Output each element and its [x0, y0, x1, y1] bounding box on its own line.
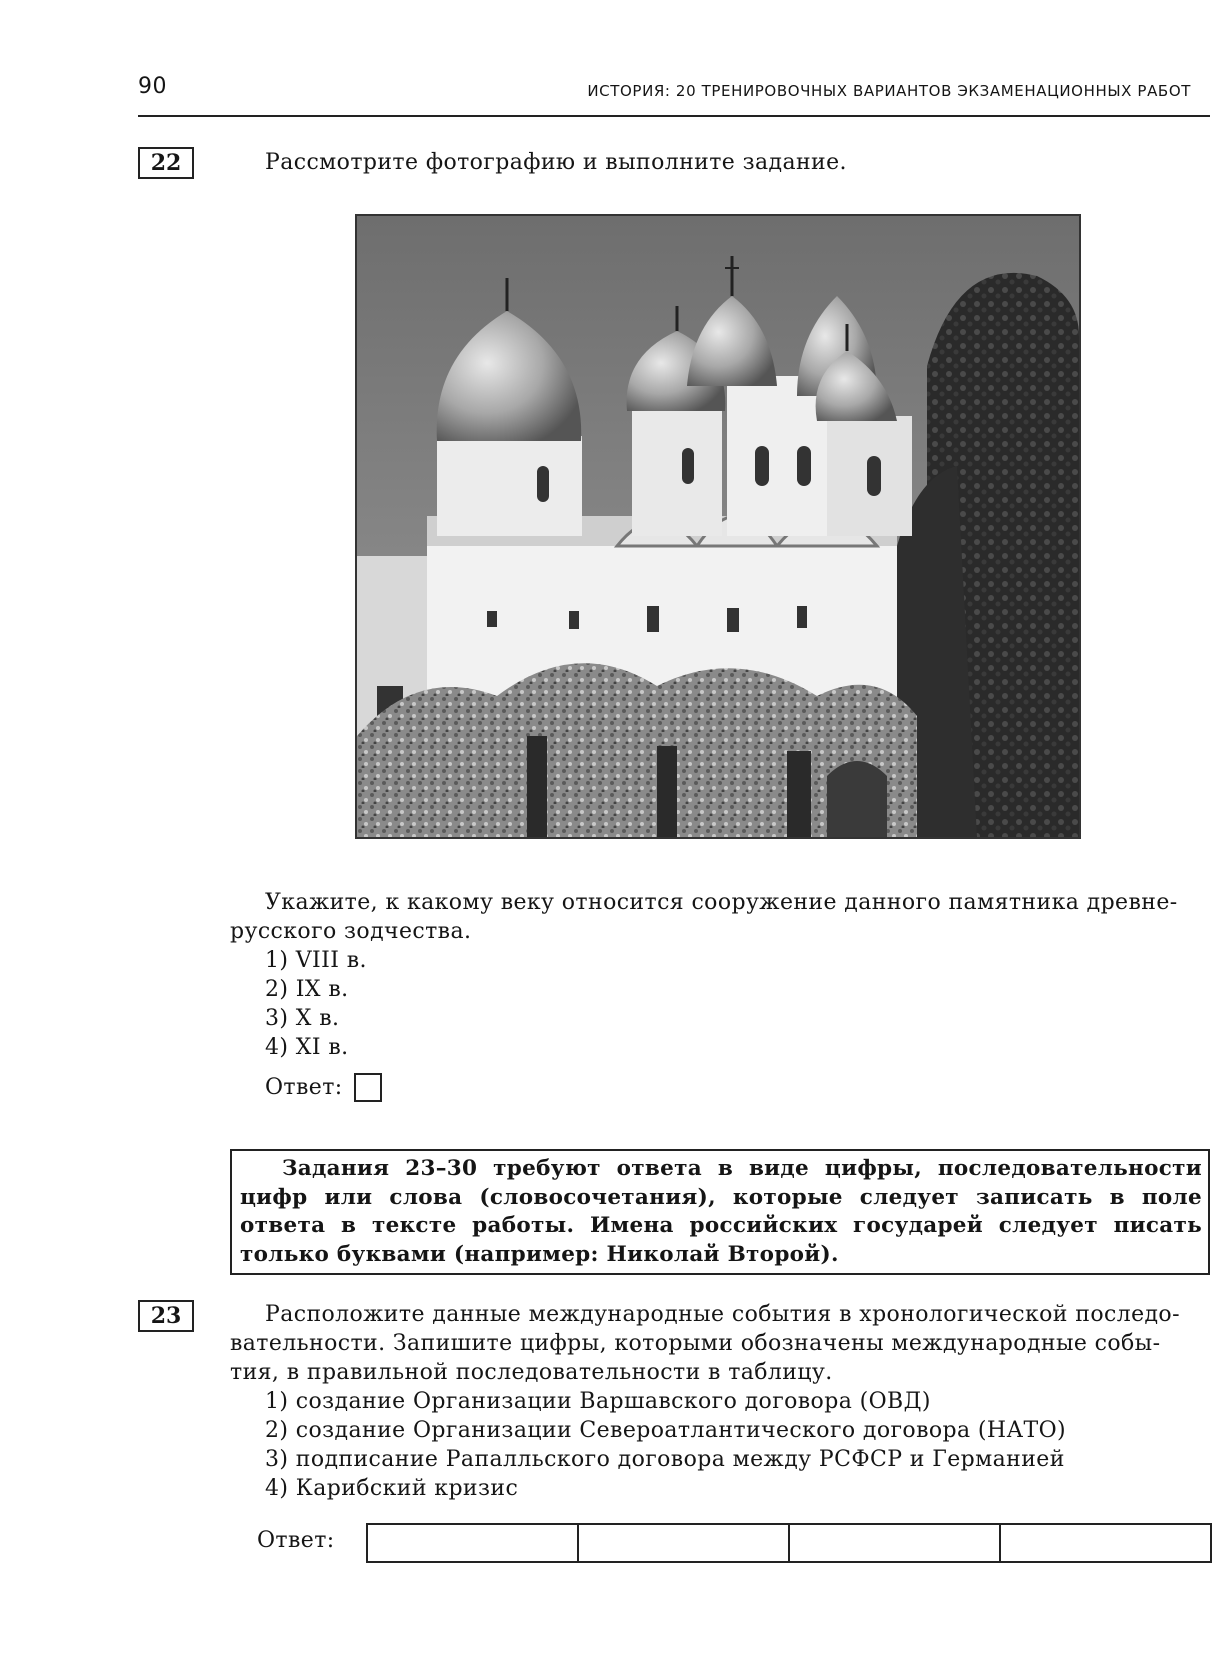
task23-answer-table: [366, 1523, 1212, 1563]
task23-option-1: 1) создание Организации Варшавского договора (ОВД): [265, 1389, 931, 1414]
running-title: ИСТОРИЯ: 20 ТРЕНИРОВОЧНЫХ ВАРИАНТОВ ЭКЗАМЕНАЦИОННЫХ РАБОТ: [587, 82, 1191, 100]
task23-answer-label: Ответ:: [257, 1528, 335, 1553]
task23-line1: Расположите данные международные события в хронологической последо-: [265, 1302, 1180, 1327]
task22-question-line2: русского зодчества.: [230, 919, 472, 944]
task22-option-2: 2) IX в.: [265, 977, 349, 1002]
task23-answer-cell-3[interactable]: [789, 1524, 1000, 1562]
task-number-22: 22: [138, 147, 194, 179]
task23-answer-cell-2[interactable]: [578, 1524, 789, 1562]
task22-option-1: 1) VIII в.: [265, 948, 367, 973]
page-number: 90: [138, 74, 167, 99]
task23-option-3: 3) подписание Рапалльского договора между РСФСР и Германией: [265, 1447, 1065, 1472]
task22-question-line1: Укажите, к какому веку относится сооружение данного памятника древне-: [265, 890, 1178, 915]
task22-instruction: Рассмотрите фотографию и выполните задание.: [265, 150, 847, 175]
task22-option-3: 3) X в.: [265, 1006, 340, 1031]
instructions-notice: Задания 23–30 требуют ответа в виде цифры, последовательности цифр или слова (словосочетания), которые следует записать в поле ответа в тексте работы. Имена российских государей следует писать только буквами (например: Николай Второй).: [230, 1149, 1210, 1275]
task22-option-4: 4) XI в.: [265, 1035, 349, 1060]
task-number-23: 23: [138, 1300, 194, 1332]
task23-answer-cell-1[interactable]: [367, 1524, 578, 1562]
cathedral-photo: [355, 214, 1081, 839]
task23-answer-cell-4[interactable]: [1000, 1524, 1211, 1562]
header-rule: [138, 115, 1210, 117]
task22-answer-box[interactable]: [354, 1073, 382, 1102]
task23-line3: тия, в правильной последовательности в таблицу.: [230, 1360, 833, 1385]
cathedral-photo-icon: [357, 216, 1079, 837]
task23-option-2: 2) создание Организации Североатлантического договора (НАТО): [265, 1418, 1067, 1443]
task23-line2: вательности. Запишите цифры, которыми обозначены международные собы-: [230, 1331, 1161, 1356]
task22-answer-label: Ответ:: [265, 1075, 343, 1100]
task23-option-4: 4) Карибский кризис: [265, 1476, 519, 1501]
